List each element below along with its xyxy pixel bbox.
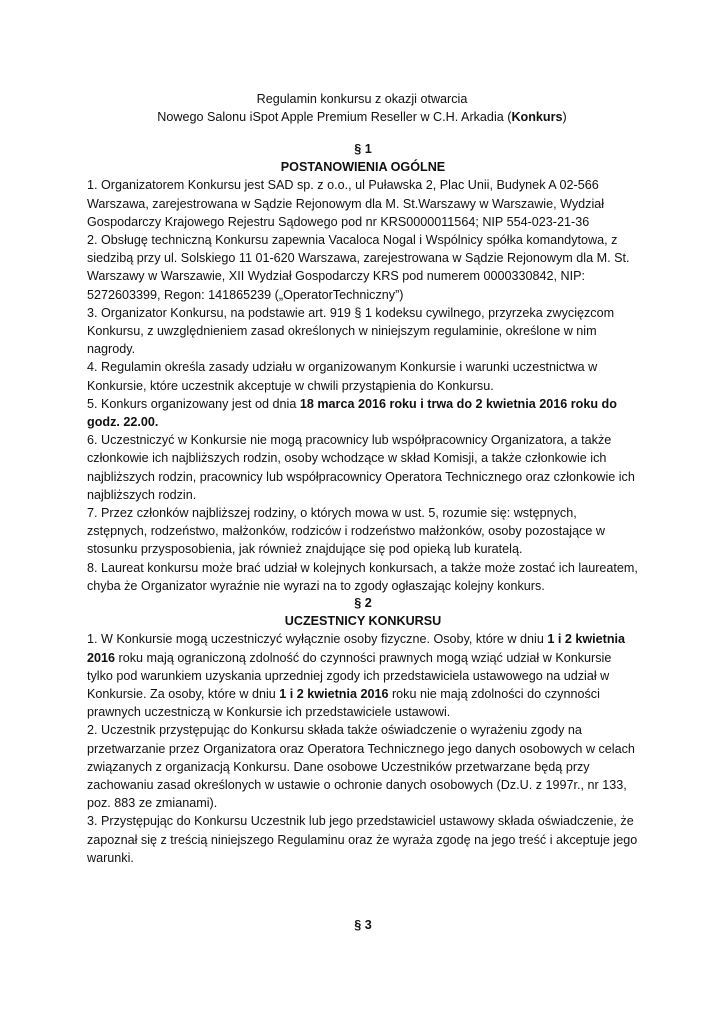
section-2-paragraph-3: 3. Przystępując do Konkursu Uczestnik lub jego przedstawiciel ustawowy składa oświadczenie, że zapoznał się z treścią niniejszego Regulaminu oraz że wyraża zgodę na jego treść i akceptuje jego warunki. [87, 814, 638, 865]
section-1-paragraph-4: 4. Regulamin określa zasady udziału w organizowanym Konkursie i warunki uczestnictwa w Konkursie, które uczestnik akceptuje w chwili przystąpienia do Konkursu. [87, 360, 598, 393]
header-line-1: Regulamin konkursu z okazji otwarcia [256, 92, 468, 106]
paragraph-5-dates: 18 marca 2016 roku i trwa do 2 kwietnia 2016 roku do godz. 22.00. [87, 396, 617, 430]
section-1-number: § 1 [354, 142, 372, 156]
section-1-paragraph-6: 6. Uczestniczyć w Konkursie nie mogą pracownicy lub współpracownicy Organizatora, a także członkowie ich najbliższych rodzin, osoby wchodzące w skład Komisji, a także członkowie ich najbliższych rodzin, pracownicy lub współpracownicy Operatora Technicznego oraz członkowie ich najbliższych rodzin. [87, 433, 635, 502]
section-1-paragraph-2: 2. Obsługę techniczną Konkursu zapewnia Vacaloca Nogal i Wspólnicy spółka komandytowa, z siedzibą przy ul. Solskiego 11 01-620 Warszawa, zarejestrowana w Sądzie Rejonowym dla M. St. Warszawy w Warszawie, XII Wydział Gospodarczy KRS pod numerem 0000330842, NIP: 5272603399, Regon: 141865239 („OperatorTechniczny”) [87, 232, 630, 302]
section-3-heading [87, 916, 639, 934]
document-header [0, 90, 724, 126]
section-1 [87, 140, 639, 595]
s2-p1-part-e: roku nie mają zdolności do czynności prawnych uczestniczą w Konkursie ich przedstawiciele ustawowi. [87, 686, 600, 720]
section-2 [87, 594, 639, 867]
section-3 [87, 916, 639, 934]
s2-p1-date-1: 1 i 2 kwietnia 2016 [87, 632, 626, 665]
header-line-2-text: Nowego Salonu iSpot Apple Premium Reseller w C.H. Arkadia ( [157, 110, 512, 125]
header-line-2-bold: Konkurs [511, 110, 563, 125]
s2-p1-part-c: roku mają ograniczoną zdolność do czynności prawnych mogą wziąć udział w Konkursie tylko pod warunkiem uzyskania uprzedniej zgody ich przedstawiciela ustawowego na udział w Konkursie. Za osoby, które w dniu [87, 650, 612, 701]
s2-p1-date-2: 1 i 2 kwietnia 2016 [279, 686, 389, 701]
section-1-heading [87, 140, 639, 176]
section-1-paragraph-1: 1. Organizatorem Konkursu jest SAD sp. z o.o., ul Puławska 2, Plac Unii, Budynek A 02-566 Warszawa, zarejestrowana w Sądzie Rejonowym dla M. St.Warszawy w Warszawie, Wydział Gospodarczy Krajowego Rejestru Sądowego pod nr KRS0000011564; NIP 554-023-21-36 [87, 178, 605, 229]
section-3-number: § 3 [354, 918, 372, 932]
section-2-paragraph-1 [87, 630, 639, 721]
section-1-paragraph-8: 8. Laureat konkursu może brać udział w kolejnych konkursach, a także może zostać ich laureatem, chyba że Organizator wyraźnie nie wyrazi na to zgody ogłaszając kolejny konkurs. [87, 560, 638, 593]
section-1-paragraph-3: 3. Organizator Konkursu, na podstawie art. 919 § 1 kodeksu cywilnego, przyrzeka zwycięzcom Konkursu, z uwzględnieniem zasad określonych w niniejszym regulaminie, określone w nim nagrody. [87, 305, 615, 357]
section-2-title: UCZESTNICY KONKURSU [284, 614, 442, 629]
section-2-number: § 2 [354, 596, 372, 610]
s2-p1-part-a: 1. W Konkursie mogą uczestniczyć wyłącznie osoby fizyczne. Osoby, które w dniu [87, 632, 548, 647]
section-1-paragraph-7: 7. Przez członków najbliższej rodziny, o których mowa w ust. 5, rozumie się: wstępnych, zstępnych, rodzeństwo, małżonków, rodziców i rodzeństwo małżonków, osoby pozostające w stosunku przysposobienia, jak również znajdujące się pod opieką lub kuratelą. [87, 506, 605, 557]
section-1-title: POSTANOWIENIA OGÓLNE [280, 160, 446, 175]
section-2-paragraph-2: 2. Uczestnik przystępując do Konkursu składa także oświadczenie o wyrażeniu zgody na przetwarzanie przez Organizatora oraz Operatora Technicznego jego danych osobowych w celach związanych z organizacją Konkursu. Dane osobowe Uczestników przetwarzane będą przy zachowaniu zasad określonych w ustawie o ochronie danych osobowych (Dz.U. z 1997r., nr 133, poz. 883 ze zmianami). [87, 723, 635, 811]
header-line-2-end: ) [562, 110, 567, 125]
section-2-heading [87, 594, 639, 630]
section-1-paragraph-5 [87, 395, 639, 431]
header-line-2 [0, 108, 724, 126]
paragraph-5-text: 5. Konkurs organizowany jest od dnia [87, 396, 300, 411]
